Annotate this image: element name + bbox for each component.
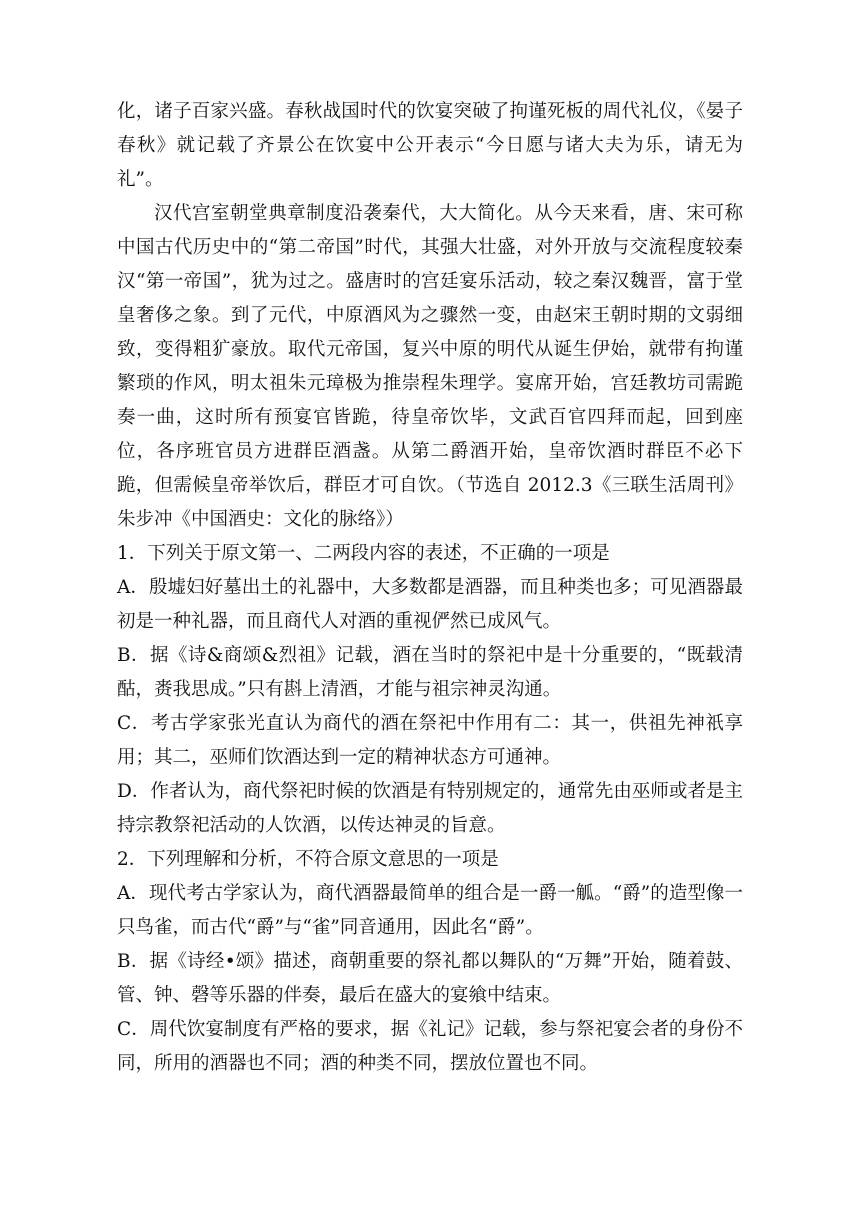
question-2 xyxy=(117,843,743,1081)
question-2-option-c: C．周代饮宴制度有严格的要求，据《礼记》记载，参与祭祀宴会者的身份不同，所用的酒器也不同；酒的种类不同，摆放位置也不同。 xyxy=(117,1019,743,1074)
question-1-option-c: C．考古学家张光直认为商代的酒在祭祀中作用有二：其一，供祖先神祇享用；其二，巫师们饮酒达到一定的精神状态方可通神。 xyxy=(117,713,743,768)
paragraph-han-to-ming: 汉代宫室朝堂典章制度沿袭秦代，大大简化。从今天来看，唐、宋可称中国古代历史中的“第二帝国”时代，其强大壮盛，对外开放与交流程度较秦汉“第一帝国”，犹为过之。盛唐时的宫廷宴乐活动，较之秦汉魏晋，富于堂皇奢侈之象。到了元代，中原酒风为之骤然一变，由赵宋王朝时期的文弱细致，变得粗犷豪放。取代元帝国，复兴中原的明代从诞生伊始，就带有拘谨繁琐的作风，明太祖朱元璋极为推崇程朱理学。宴席开始，宫廷教坊司需跪奏一曲，这时所有预宴官皆跪，待皇帝饮毕，文武百官四拜而起，回到座位，各序班官员方进群臣酒盏。从第二爵酒开始，皇帝饮酒时群臣不必下跪，但需候皇帝举饮后，群臣才可自饮。（节选自 2012.3《三联生活周刊》朱步冲《中国酒史：文化的脉络》） xyxy=(117,203,743,530)
question-1-option-d: D．作者认为，商代祭祀时候的饮酒是有特别规定的，通常先由巫师或者是主持宗教祭祀活动的人饮酒，以传达神灵的旨意。 xyxy=(117,781,743,836)
question-2-stem: 2．下列理解和分析，不符合原文意思的一项是 xyxy=(117,849,499,870)
question-2-option-b: B．据《诗经•颂》描述，商朝重要的祭礼都以舞队的“万舞”开始，随着鼓、管、钟、磬等乐器的伴奏，最后在盛大的宴飨中结束。 xyxy=(117,951,743,1006)
document-page xyxy=(117,95,743,1081)
question-1 xyxy=(117,537,743,843)
question-1-option-b: B．据《诗&商颂&烈祖》记载，酒在当时的祭祀中是十分重要的，“既载清酤，赉我思成。”只有斟上清酒，才能与祖宗神灵沟通。 xyxy=(117,645,743,700)
question-1-stem: 1．下列关于原文第一、二两段内容的表述，不正确的一项是 xyxy=(117,543,610,564)
question-2-option-a: A．现代考古学家认为，商代酒器最简单的组合是一爵一觚。“爵”的造型像一只鸟雀，而古代“爵”与“雀”同音通用，因此名“爵”。 xyxy=(117,883,743,938)
question-1-option-a: A．殷墟妇好墓出土的礼器中，大多数都是酒器，而且种类也多；可见酒器最初是一种礼器，而且商代人对酒的重视俨然已成风气。 xyxy=(117,577,743,632)
paragraph-continued: 化，诸子百家兴盛。春秋战国时代的饮宴突破了拘谨死板的周代礼仪，《晏子春秋》就记载了齐景公在饮宴中公开表示“今日愿与诸大夫为乐，请无为礼”。 xyxy=(117,101,743,190)
